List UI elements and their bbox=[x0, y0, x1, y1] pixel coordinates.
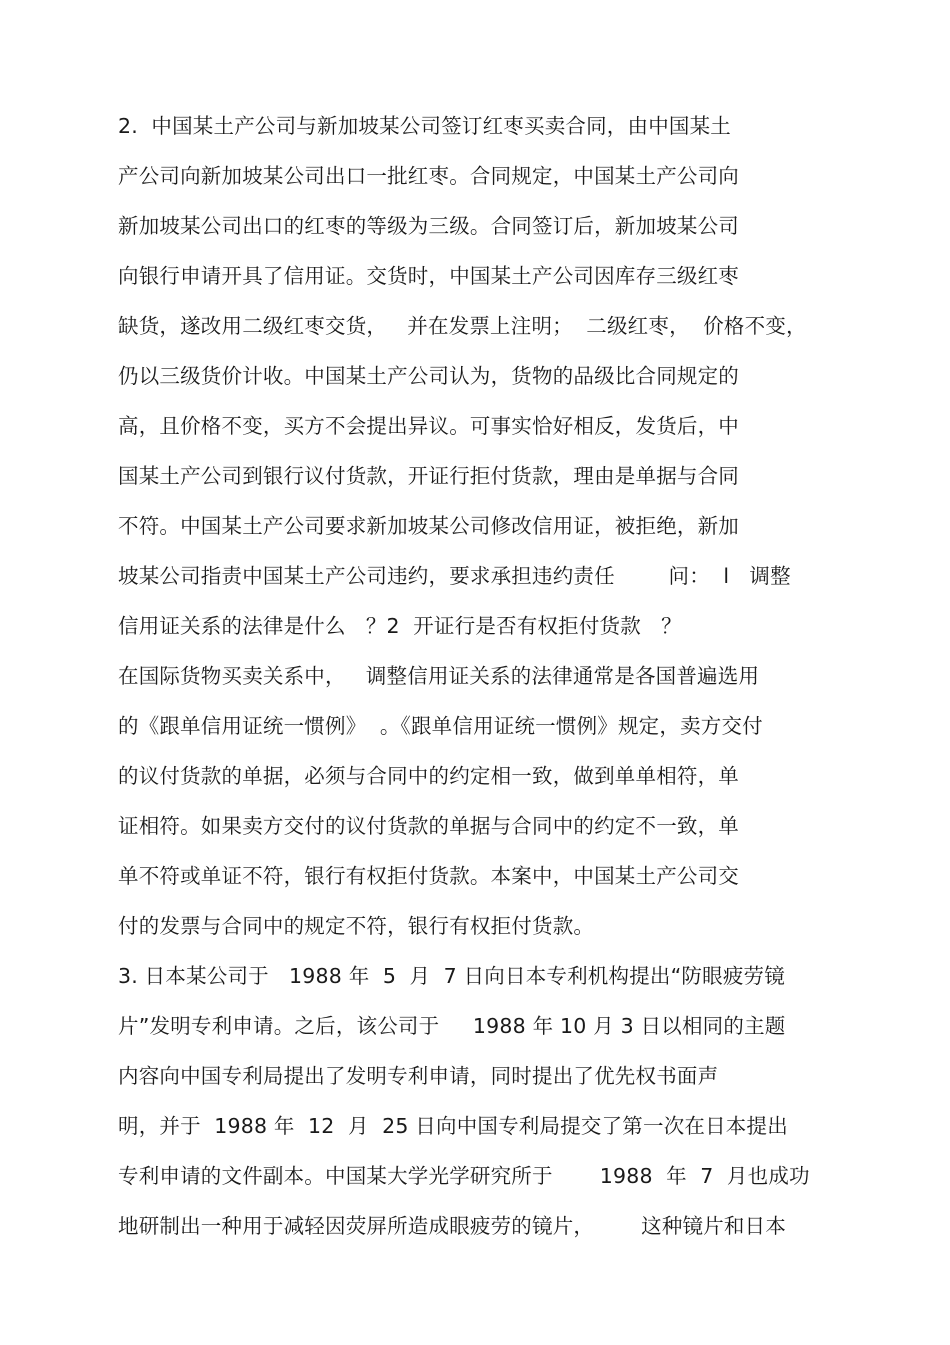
text-line: 片”发明专利申请。之后，该公司于 1988 年 10 月 3 日以相同的主题 bbox=[118, 1014, 786, 1038]
text-line: 缺货，遂改用二级红枣交货， 并在发票上注明； 二级红枣， 价格不变， bbox=[118, 314, 807, 338]
text-line: 在国际货物买卖关系中， 调整信用证关系的法律通常是各国普遍选用 bbox=[118, 664, 760, 688]
text-line: 坡某公司指责中国某土产公司违约，要求承担违约责任 问： l 调整 bbox=[118, 564, 791, 588]
text-line: 明，并于 1988 年 12 月 25 日向中国专利局提交了第一次在日本提出 bbox=[118, 1114, 788, 1138]
text-line: 的议付货款的单据，必须与合同中的约定相一致，做到单单相符，单 bbox=[118, 764, 739, 788]
text-line: 3. 日本某公司于 1988 年 5 月 7 日向日本专利机构提出“防眼疲劳镜 bbox=[118, 964, 785, 988]
text-line: 付的发票与合同中的规定不符，银行有权拒付货款。 bbox=[118, 914, 595, 938]
text-line: 国某土产公司到银行议付货款，开证行拒付货款，理由是单据与合同 bbox=[118, 464, 739, 488]
text-line: 地研制出一种用于减轻因荧屏所造成眼疲劳的镜片， 这种镜片和日本 bbox=[118, 1214, 787, 1238]
text-line: 高，且价格不变，买方不会提出异议。可事实恰好相反，发货后，中 bbox=[118, 414, 739, 438]
text-line: 仍以三级货价计收。中国某土产公司认为，货物的品级比合同规定的 bbox=[118, 364, 739, 388]
text-line: 向银行申请开具了信用证。交货时，中国某土产公司因库存三级红枣 bbox=[118, 264, 739, 288]
text-line: 2. 中国某土产公司与新加坡某公司签订红枣买卖合同，由中国某土 bbox=[118, 114, 731, 138]
text-line: 不符。中国某土产公司要求新加坡某公司修改信用证，被拒绝，新加 bbox=[118, 514, 739, 538]
text-line: 信用证关系的法律是什么 ？2 开证行是否有权拒付货款 ？ bbox=[118, 614, 682, 638]
text-line: 内容向中国专利局提出了发明专利申请，同时提出了优先权书面声 bbox=[118, 1064, 719, 1088]
text-line: 单不符或单证不符，银行有权拒付货款。本案中，中国某土产公司交 bbox=[118, 864, 739, 888]
text-line: 的《跟单信用证统一惯例》 。《跟单信用证统一惯例》规定，卖方交付 bbox=[118, 714, 763, 738]
text-line: 专利申请的文件副本。中国某大学光学研究所于 1988 年 7 月也成功 bbox=[118, 1164, 810, 1188]
text-line: 新加坡某公司出口的红枣的等级为三级。合同签订后，新加坡某公司 bbox=[118, 214, 739, 238]
text-line: 证相符。如果卖方交付的议付货款的单据与合同中的约定不一致，单 bbox=[118, 814, 739, 838]
text-line: 产公司向新加坡某公司出口一批红枣。合同规定，中国某土产公司向 bbox=[118, 164, 739, 188]
